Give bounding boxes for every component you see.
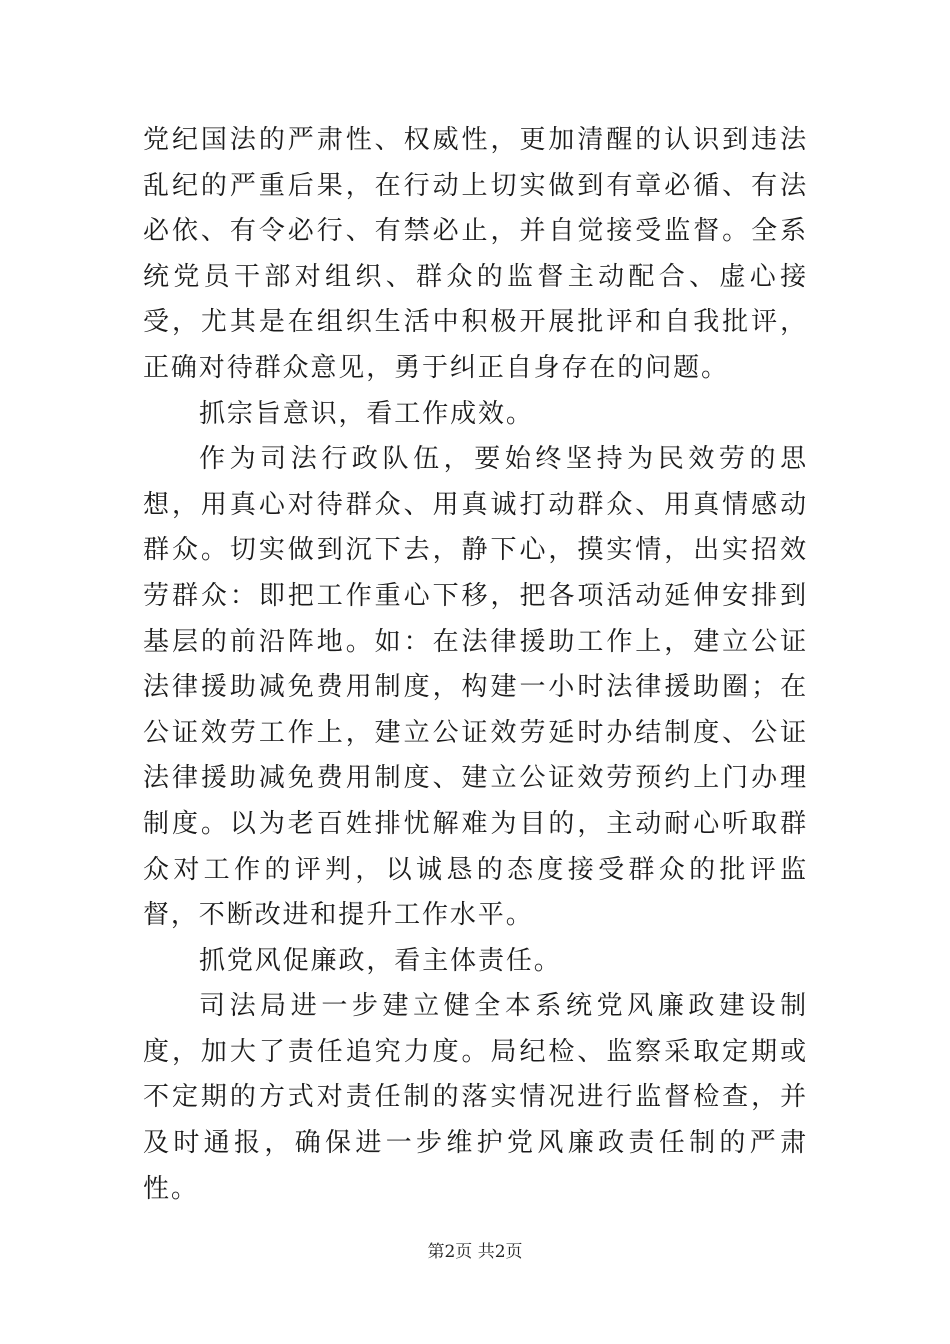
section-heading-purpose-awareness: 抓宗旨意识，看工作成效。 xyxy=(199,398,534,429)
paragraph-service-work: 作为司法行政队伍，要始终坚持为民效劳的思想，用真心对待群众、用真诚打动群众、用真情感动群众。切实做到沉下去，静下心，摸实情，出实招效劳群众：即把工作重心下移，把各项活动延伸安排到基层的前沿阵地。如：在法律援助工作上，建立公证法律援助减免费用制度，构建一小时法律援助圈；在公证效劳工作上，建立公证效劳延时办结制度、公证法律援助减免费用制度、建立公证效劳预约上门办理制度。以为老百姓排忧解难为目的，主动耐心听取群众对工作的评判，以诚恳的态度接受群众的批评监督，不断改进和提升工作水平。 xyxy=(143,444,808,931)
page-number-footer: 第2页 共2页 xyxy=(427,1242,523,1262)
paragraph-continuation: 党纪国法的严肃性、权威性，更加清醒的认识到违法乱纪的严重后果，在行动上切实做到有章必循、有法必依、有令必行、有禁必止，并自觉接受监督。全系统党员干部对组织、群众的监督主动配合、虚心接受，尤其是在组织生活中积极开展批评和自我批评，正确对待群众意见，勇于纠正自身存在的问题。 xyxy=(143,125,808,383)
document-body xyxy=(143,118,808,1212)
section-heading-party-conduct: 抓党风促廉政，看主体责任。 xyxy=(199,945,562,976)
paragraph-accountability: 司法局进一步建立健全本系统党风廉政建设制度，加大了责任追究力度。局纪检、监察采取定期或不定期的方式对责任制的落实情况进行监督检查，并及时通报，确保进一步维护党风廉政责任制的严肃性。 xyxy=(143,991,808,1204)
